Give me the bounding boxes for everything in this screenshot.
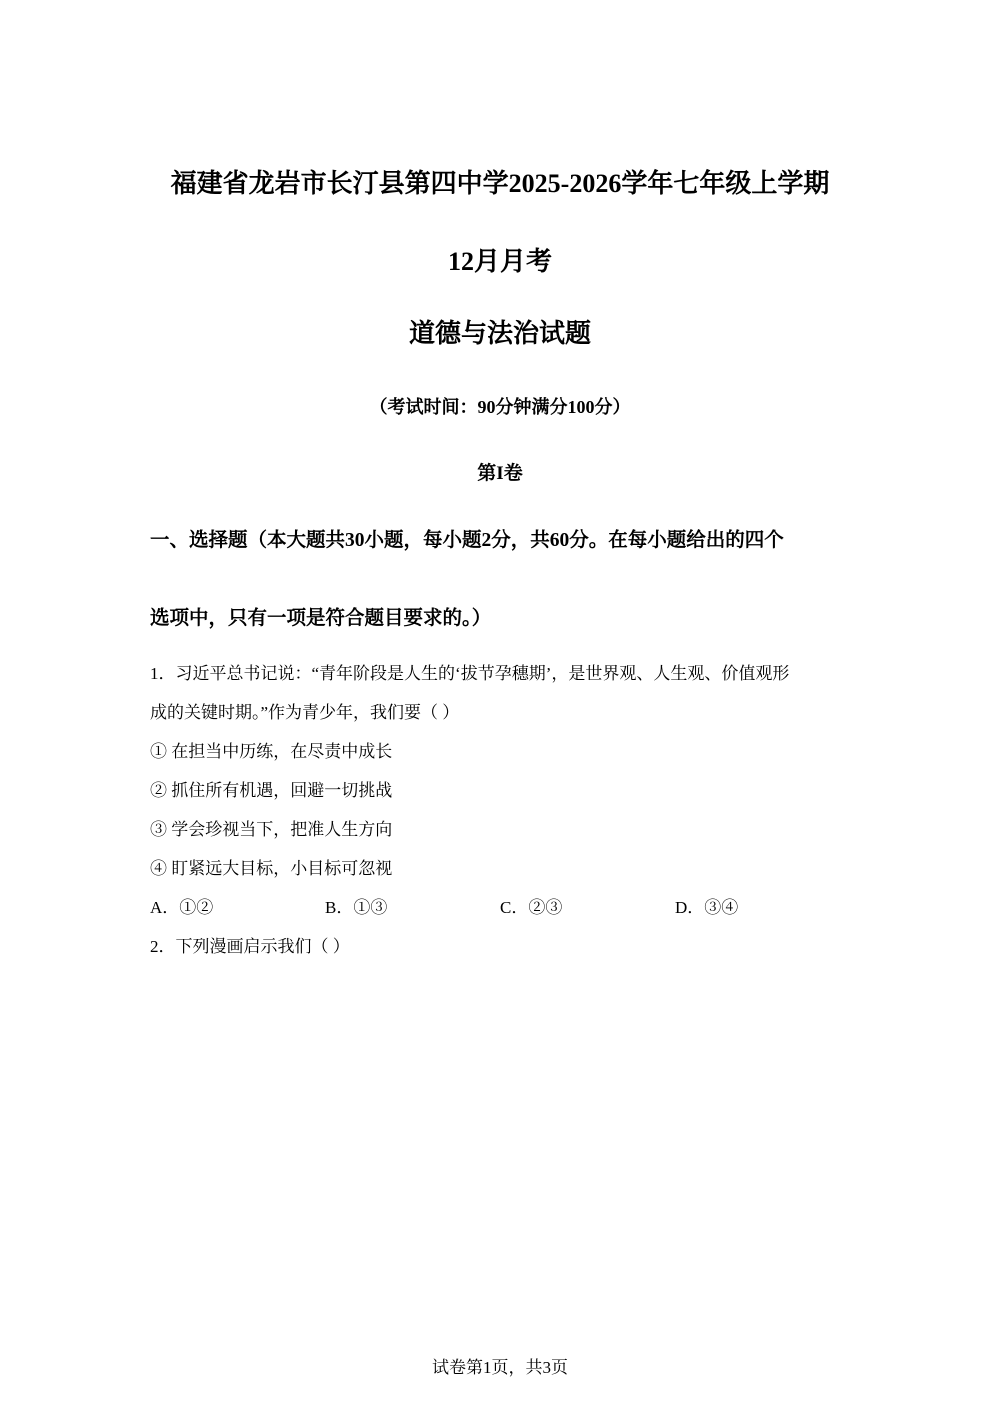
question-2-stem: 2．下列漫画启示我们（ ） xyxy=(150,937,350,956)
choice-d[interactable]: D．③④ xyxy=(675,898,739,917)
choice-c[interactable]: C．②③ xyxy=(500,898,563,917)
exam-title-line-1: 福建省龙岩市长汀县第四中学2025-2026学年七年级上学期 xyxy=(170,169,830,198)
subject-title: 道德与法治试题 xyxy=(408,319,591,348)
page-footer: 试卷第1页，共3页 xyxy=(432,1358,568,1377)
question-1-statement: ③ 学会珍视当下，把准人生方向 xyxy=(150,820,393,839)
question-1-statement: ① 在担当中历练，在尽责中成长 xyxy=(150,742,393,761)
section-heading-line-1: 一、选择题（本大题共30小题，每小题2分，共60分。在每小题给出的四个 xyxy=(150,530,784,551)
exam-title-line-2: 12月月考 xyxy=(447,247,552,276)
exam-info: （考试时间：90分钟满分100分） xyxy=(369,397,631,417)
choice-a[interactable]: A．①② xyxy=(150,898,214,917)
question-1-stem-line-1: 1．习近平总书记说：“青年阶段是人生的‘拔节孕穗期’，是世界观、人生观、价值观形 xyxy=(150,664,790,683)
section-heading-line-2: 选项中，只有一项是符合题目要求的。） xyxy=(150,608,492,629)
volume-label: 第I卷 xyxy=(477,463,523,484)
question-1-statement: ② 抓住所有机遇，回避一切挑战 xyxy=(150,781,393,800)
question-1-stem-line-2: 成的关键时期。”作为青少年，我们要（ ） xyxy=(150,703,460,722)
question-1-statement: ④ 盯紧远大目标，小目标可忽视 xyxy=(150,859,393,878)
choice-b[interactable]: B．①③ xyxy=(325,898,388,917)
